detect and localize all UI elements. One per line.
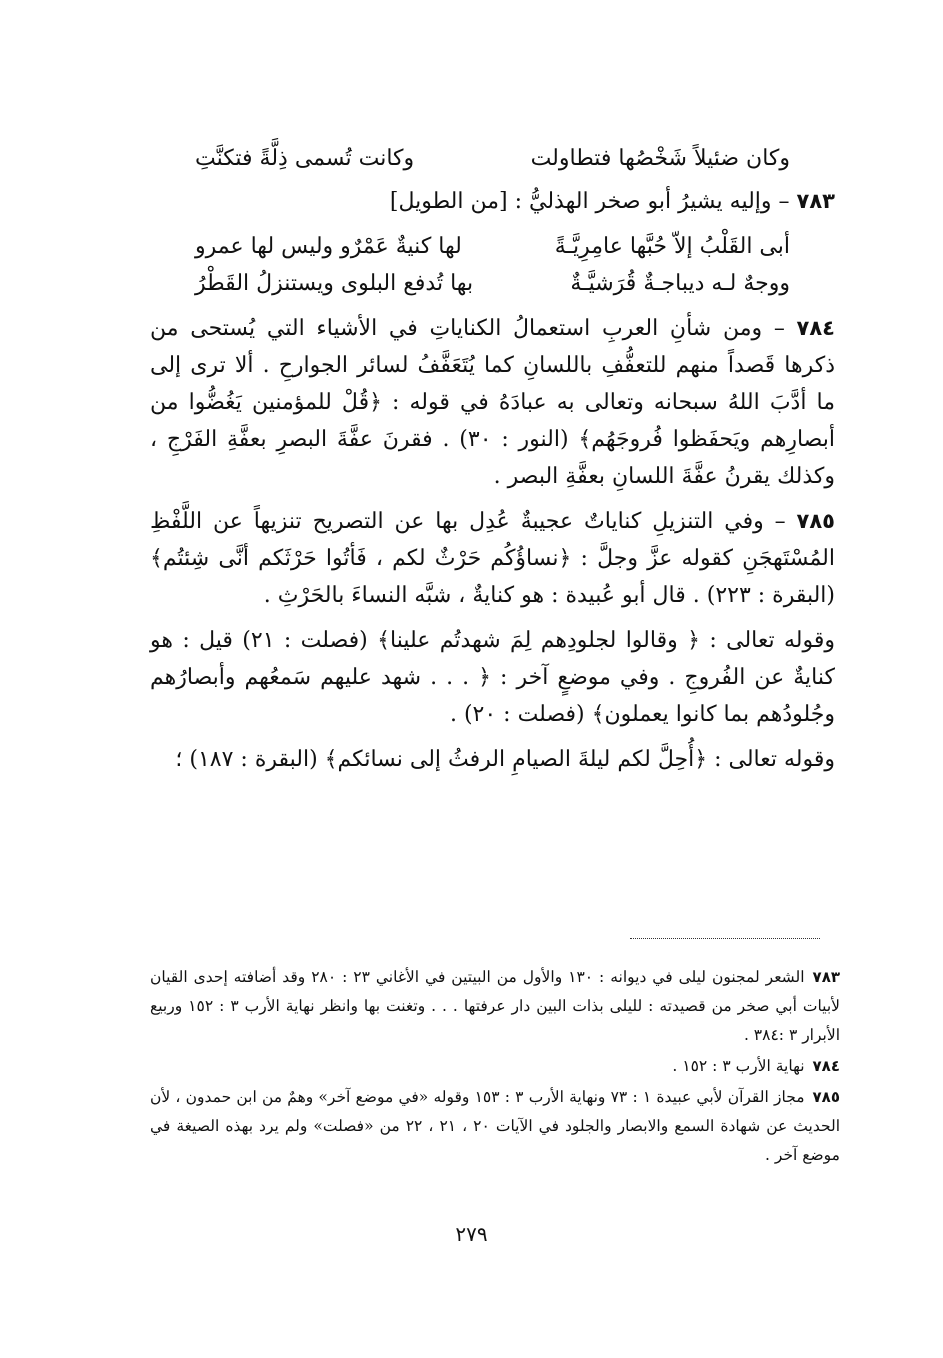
entry-785 [150,503,835,614]
verse-hemistich-right: ووجهٌ لـه ديباجـةٌ قُرَشيَّـةٌ [570,271,790,296]
entry-text: – ومن شأنِ العربِ استعمالُ الكناياتِ في الأشياء التي يُستحى من ذكرها قَصداً منهم للتعفُّفِ باللسانِ كما يُتَعَفَّفُ لسائر الجوارحِ . ألا ترى إلى ما أدَّبَ اللهُ سبحانه وتعالى به عبادَهُ في قوله : ﴿قُلْ للمؤمنين يَغُضُّوا من أبصارِهم ويَحفَظوا فُروجَهُم﴾ (النور : ٣٠) . فقرنَ عفَّةَ البصرِ بعفَّةِ الفَرْجِ ، وكذلك يقرنُ عفَّةَ اللسانِ بعفَّةِ البصر . [150,316,835,489]
verse-line [195,140,790,177]
verse-hemistich-right: أبى القَلْبُ إلاّ حُبَّها عامِرِيَّـةً [554,234,790,259]
entry-text: – وفي التنزيلِ كناياتٌ عجيبةٌ عُدِل بها عن التصريح تنزيهاً عن اللَّفْظِ المُسْتَهجَنِ كقوله عزَّ وجلَّ : ﴿نساؤُكُم حَرْثٌ لكم ، فَأتُوا حَرْثَكم أنَّى شِئتُم﴾ (البقرة : ٢٢٣) . قال أبو عُبيدة : هو كنايةٌ ، شبَّه النساءَ بالحَرْثِ . [150,509,835,608]
footnotes [150,963,840,1170]
paragraph-fussilat: وقوله تعالى : ﴿ وقالوا لجلودِهم لِمَ شهدتُم علينا﴾ (فصلت : ٢١) قيل : هو كنايةٌ عن الفُروجِ . وفي موضعٍ آخر : ﴿ . . . شهد عليهم سَمعُهم وأبصارُهم وجُلودُهم بما كانوا يعملون﴾ (فصلت : ٢٠) . [150,628,835,727]
verse-line [195,228,790,265]
entry-number: ٧٨٥ [796,509,835,533]
paragraph-baqara: وقوله تعالى : ﴿أُحِلَّ لكم ليلةَ الصيامِ الرفثُ إلى نسائكم﴾ (البقرة : ١٨٧) ؛ [175,747,835,772]
entry-number: ٧٨٤ [796,316,835,340]
footnote-text: الشعر لمجنون ليلى في ديوانه : ١٣٠ والأول من البيتين في الأغاني ٢٣ : ٢٨٠ وقد أضافته إحدى القيان لأبيات أبي صخر من قصيدته : لليلى بذات البين دار عرفتها . . . وتغنت بها وانظر نهاية الأرب ٣ : ١٥٢ وربيع الأبرار ٣ :٣٨٤ . [150,968,841,1044]
footnote-number: ٧٨٤ [812,1057,840,1075]
footnote-784 [150,1052,840,1081]
footnote-number: ٧٨٣ [812,968,841,986]
verse-line [195,265,790,302]
entry-783 [150,183,835,220]
footnote-text: نهاية الأرب ٣ : ١٥٢ . [672,1057,805,1075]
footnote-783 [150,963,840,1050]
verse-hemistich-right: وكان ضئيلاً شَخْصُها فتطاولت [530,146,790,171]
verse-hemistich-left: وكانت تُسمى ذِلَّةً فتكنَّتِ [195,146,415,171]
footnote-number: ٧٨٥ [812,1088,840,1106]
entry-784 [150,310,835,495]
footnote-785 [150,1083,840,1170]
entry-text: – وإليه يشيرُ أبو صخر الهذليُّ : [من الطويل] [389,189,790,214]
entry-number: ٧٨٣ [796,189,835,213]
footnote-separator [630,938,820,939]
footnote-text: مجاز القرآن لأبي عبيدة ١ : ٧٣ ونهاية الأرب ٣ : ١٥٣ وقوله «في موضع آخر» وهمٌ من ابن حمدون ، لأن الحديث عن شهادة السمع والابصار والجلود في الآيات ٢٠ ، ٢١ ، ٢٢ من «فصلت» ولم يرد بهذه الصيغة في موضع آخر . [150,1088,841,1164]
verse-hemistich-left: بها تُدفع البلوى ويستنزلُ القَطْرُ [195,271,474,296]
main-text [150,140,835,778]
verse-hemistich-left: لها كنيةٌ عَمْرٌو وليس لها عمرو [195,234,462,259]
page-number: ٢٧٩ [455,1222,488,1246]
